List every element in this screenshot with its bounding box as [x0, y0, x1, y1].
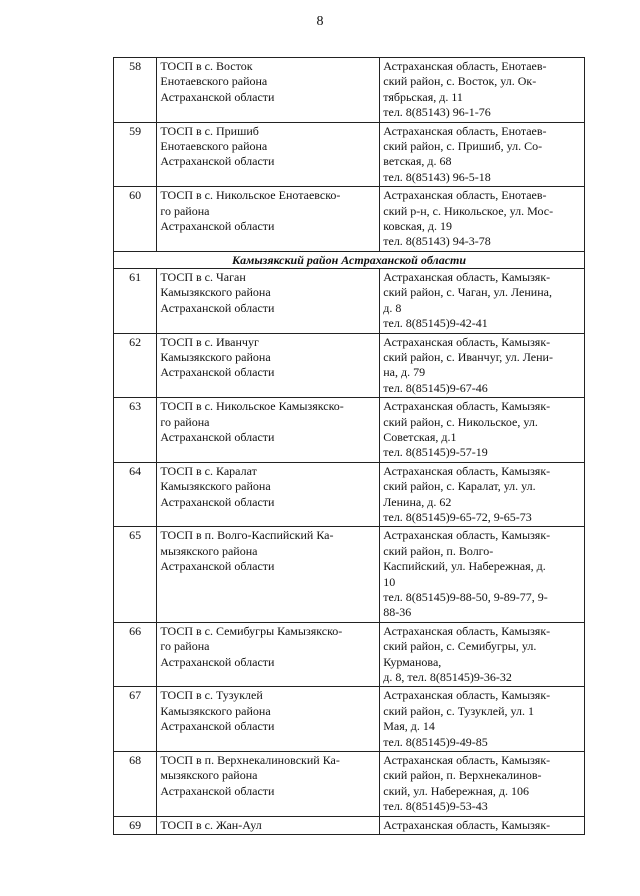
page-number: 8 [316, 14, 324, 29]
office-address-line: на, д. 79 [383, 365, 426, 380]
office-address-line: тел. 8(85143) 94-3-78 [383, 234, 491, 249]
table-row [114, 268, 585, 333]
office-name-line: ТОСП в с. Никольское Енотаевско- [160, 188, 341, 203]
office-name-line: Енотаевского района [160, 74, 268, 89]
office-name-line: Астраханской области [160, 154, 275, 169]
office-address-line: тел. 8(85145)9-65-72, 9-65-73 [383, 509, 532, 524]
office-address [380, 268, 585, 333]
table-row [114, 333, 585, 398]
office-address-line: ский район, с. Никольское, ул. [383, 414, 538, 429]
office-name-line: го района [160, 414, 210, 429]
table-row [114, 622, 585, 687]
office-address [380, 687, 585, 752]
office-address-line: Астраханская область, Камызяк- [383, 334, 551, 349]
row-number: 66 [114, 622, 157, 687]
office-address-line: ский район, с. Тузуклей, ул. 1 [383, 703, 534, 718]
office-name-line: ТОСП в с. Каралат [160, 463, 257, 478]
office-address-line: тел. 8(85145)9-42-41 [383, 316, 488, 331]
office-address [380, 58, 585, 123]
row-number: 68 [114, 752, 157, 817]
office-address [380, 752, 585, 817]
office-address-line: Астраханская область, Камызяк- [383, 753, 551, 768]
table-row [114, 187, 585, 252]
office-name-line: го района [160, 639, 210, 654]
office-address-line: тел. 8(85145)9-53-43 [383, 799, 488, 814]
office-name-line: Астраханской области [160, 89, 275, 104]
office-address [380, 527, 585, 622]
office-address [380, 622, 585, 687]
office-address-line: д. 8 [383, 300, 402, 315]
table-row [114, 58, 585, 123]
table-row [114, 816, 585, 834]
office-name-line: ТОСП в с. Семибугры Камызякско- [160, 623, 343, 638]
office-name [157, 462, 380, 527]
office-name-line: го района [160, 203, 210, 218]
office-address-line: тел. 8(85143) 96-1-76 [383, 105, 491, 120]
office-address [380, 398, 585, 463]
office-name-line: Камызякского района [160, 285, 271, 300]
office-name [157, 122, 380, 187]
office-name-line: ТОСП в с. Пришиб [160, 123, 259, 138]
office-name-line: Камызякского района [160, 703, 271, 718]
office-name [157, 816, 380, 834]
office-name-line: Астраханской области [160, 719, 275, 734]
office-name [157, 333, 380, 398]
office-address-line: Астраханская область, Енотаев- [383, 123, 547, 138]
office-address-line: Астраханская область, Камызяк- [383, 688, 551, 703]
office-name-line: мызякского района [160, 543, 258, 558]
office-name [157, 527, 380, 622]
office-name-line: ТОСП в п. Волго-Каспийский Ка- [160, 528, 334, 543]
office-address-line: тел. 8(85145)9-88-50, 9-89-77, 9- [383, 590, 548, 604]
office-address [380, 122, 585, 187]
office-name-line: ТОСП в с. Чаган [160, 269, 246, 284]
office-address [380, 187, 585, 252]
table-body-enotaevsky [114, 58, 585, 252]
office-name-line: Астраханской области [160, 219, 275, 234]
office-name-line: Астраханской области [160, 494, 275, 509]
row-number: 65 [114, 527, 157, 622]
office-address-line: ский район, п. Волго- [383, 543, 494, 558]
office-name-line: ТОСП в п. Верхнекалиновский Ка- [160, 753, 340, 768]
office-address-line: ский район, с. Пришиб, ул. Со- [383, 139, 543, 154]
table-row [114, 398, 585, 463]
office-name-line: ТОСП в с. Жан-Аул [160, 817, 262, 832]
office-address-line: Советская, д.1 [383, 429, 457, 444]
row-number: 62 [114, 333, 157, 398]
office-name [157, 752, 380, 817]
office-address-line: ковская, д. 19 [383, 219, 452, 234]
office-address [380, 333, 585, 398]
office-address-line: Астраханская область, Енотаев- [383, 59, 547, 73]
row-number: 67 [114, 687, 157, 752]
table-row [114, 752, 585, 817]
section-header-row [114, 251, 585, 268]
office-address [380, 816, 585, 834]
office-address-line: ский район, с. Восток, ул. Ок- [383, 74, 537, 89]
office-name-line: Камызякского района [160, 349, 271, 364]
row-number: 64 [114, 462, 157, 527]
office-name-line: Астраханской области [160, 783, 275, 798]
office-address-line: Мая, д. 14 [383, 719, 435, 734]
office-address-line: ский, ул. Набережная, д. 106 [383, 783, 529, 798]
office-address-line: тел. 8(85145)9-57-19 [383, 445, 488, 460]
office-address-line: Астраханская область, Камызяк- [383, 528, 551, 543]
office-address-line: Ленина, д. 62 [383, 494, 452, 509]
office-address-line: Курманова, [383, 654, 442, 669]
office-address-line: Астраханская область, Камызяк- [383, 269, 551, 284]
row-number: 61 [114, 268, 157, 333]
table-body-kamyzyaksky [114, 268, 585, 834]
office-name-line: ТОСП в с. Никольское Камызякско- [160, 399, 344, 414]
section-title: Камызякский район Астраханской области [114, 251, 585, 268]
office-address-line: Астраханская область, Енотаев- [383, 188, 547, 203]
office-name [157, 58, 380, 123]
office-name-line: Астраханской области [160, 654, 275, 669]
office-name [157, 622, 380, 687]
office-name-line: Астраханской области [160, 365, 275, 380]
office-address [380, 462, 585, 527]
office-address-line: тябрьская, д. 11 [383, 89, 463, 104]
office-address-line: д. 8, тел. 8(85145)9-36-32 [383, 670, 512, 685]
office-name-line: Астраханской области [160, 429, 275, 444]
office-name [157, 268, 380, 333]
office-name-line: Астраханской области [160, 559, 275, 574]
office-address-line: Астраханская область, Камызяк- [383, 463, 551, 478]
office-name [157, 398, 380, 463]
office-address-line: Астраханская область, Камызяк- [383, 399, 551, 414]
office-address-line: ский район, с. Чаган, ул. Ленина, [383, 285, 552, 300]
office-name-line: ТОСП в с. Тузуклей [160, 688, 263, 703]
office-address-line: ский р-н, с. Никольское, ул. Мос- [383, 203, 554, 218]
table-row [114, 462, 585, 527]
office-address-line: ский район, с. Семибугры, ул. [383, 639, 537, 654]
office-name-line: Астраханской области [160, 300, 275, 315]
table-row [114, 122, 585, 187]
office-name-line: мызякского района [160, 768, 258, 783]
office-name-line: Камызякского района [160, 479, 271, 494]
offices-table [113, 57, 585, 835]
row-number: 58 [114, 58, 157, 123]
office-name [157, 687, 380, 752]
office-address-line: тел. 8(85143) 96-5-18 [383, 169, 491, 184]
office-address-line: Астраханская область, Камызяк- [383, 817, 551, 832]
row-number: 59 [114, 122, 157, 187]
office-address-line: 88-36 [383, 605, 412, 620]
office-address-line: ский район, п. Верхнекалинов- [383, 768, 542, 783]
office-name [157, 187, 380, 252]
office-address-line: тел. 8(85145)9-67-46 [383, 380, 488, 395]
table-row [114, 687, 585, 752]
office-address-line: ский район, с. Каралат, ул. ул. [383, 479, 536, 494]
office-name-line: ТОСП в с. Иванчуг [160, 334, 259, 349]
table-row [114, 527, 585, 622]
row-number: 69 [114, 816, 157, 834]
office-address-line: 10 [383, 574, 396, 589]
office-address-line: Каспийский, ул. Набережная, д. [383, 559, 546, 574]
office-name-line: ТОСП в с. Восток [160, 59, 253, 73]
office-address-line: ветская, д. 68 [383, 154, 452, 169]
office-address-line: тел. 8(85145)9-49-85 [383, 734, 488, 749]
section-header-group [114, 251, 585, 268]
office-address-line: ский район, с. Иванчуг, ул. Лени- [383, 349, 553, 364]
office-name-line: Енотаевского района [160, 139, 268, 154]
row-number: 60 [114, 187, 157, 252]
office-address-line: Астраханская область, Камызяк- [383, 623, 551, 638]
row-number: 63 [114, 398, 157, 463]
